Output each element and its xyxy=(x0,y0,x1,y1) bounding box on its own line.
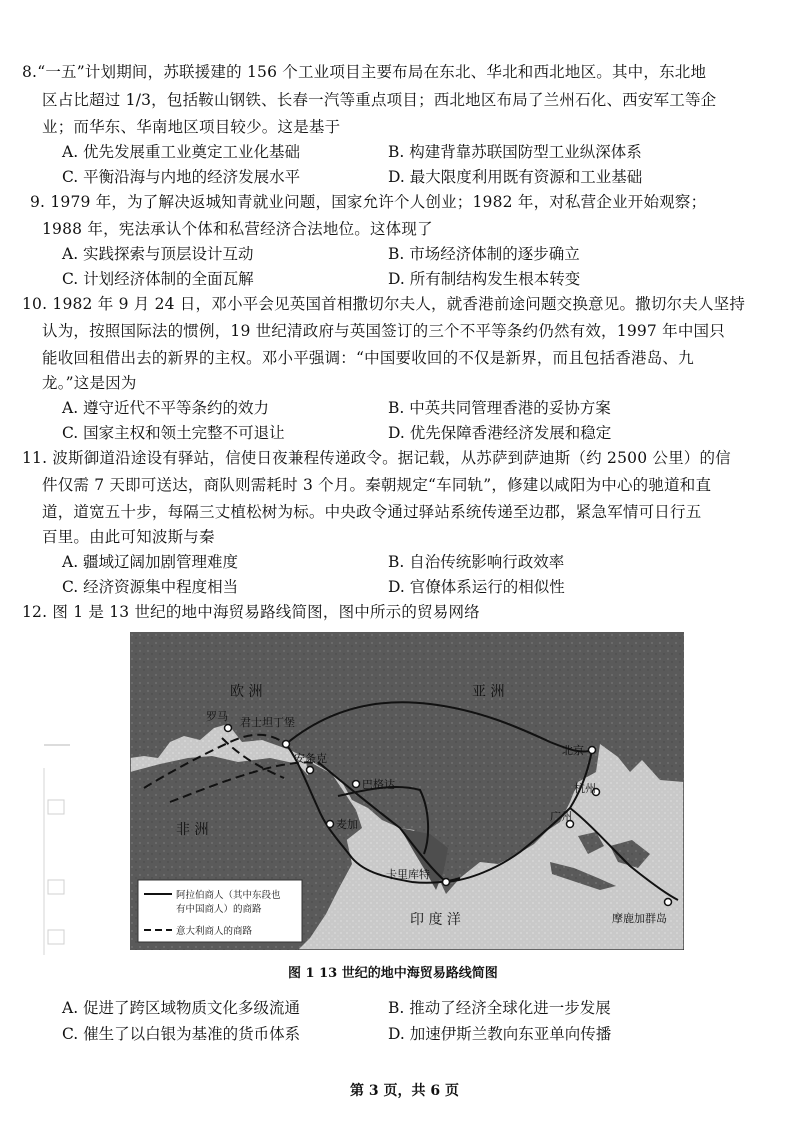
q12-option-c[interactable]: C. 催生了以白银为基准的货币体系 xyxy=(62,1025,301,1043)
moluccas-marker xyxy=(665,899,672,906)
calicut-label: 卡里库特 xyxy=(386,868,430,881)
legend-italian-label: 意大利商人的商路 xyxy=(176,926,253,937)
baghdad-label: 巴格达 xyxy=(362,778,395,791)
q11-stem-line2: 件仅需 7 天即可送达，商队则需耗时 3 个月。秦朝规定“车同轨”，修建以咸阳为中心的驰道和直 xyxy=(42,476,712,494)
guangzhou-label: 广州 xyxy=(550,810,572,823)
figure-caption: 图 1 13 世纪的地中海贸易路线简图 xyxy=(288,966,498,981)
q8-option-a[interactable]: A. 优先发展重工业奠定工业化基础 xyxy=(62,143,301,161)
constantinople-marker xyxy=(283,741,290,748)
q12-option-a[interactable]: A. 促进了跨区域物质文化多级流通 xyxy=(62,999,301,1017)
region-europe: 欧 洲 xyxy=(230,684,263,700)
page-number: 第 3 页，共 6 页 xyxy=(350,1083,459,1099)
q8-stem-line3: 业；而华东、华南地区项目较少。这是基于 xyxy=(42,118,341,136)
region-asia: 亚 洲 xyxy=(472,684,505,700)
q9-option-c[interactable]: C. 计划经济体制的全面瓦解 xyxy=(62,270,254,288)
calicut-marker xyxy=(443,879,450,886)
q11-stem-line3: 道，道宽五十步，每隔三丈植松树为标。中央政令通过驿站系统传递至边郡，紧急军情可日行五 xyxy=(42,503,702,521)
map-legend xyxy=(138,880,302,942)
baghdad-marker xyxy=(353,781,360,788)
q10-option-d[interactable]: D. 优先保障香港经济发展和稳定 xyxy=(388,424,612,442)
antioch-marker xyxy=(307,767,314,774)
q8-option-c[interactable]: C. 平衡沿海与内地的经济发展水平 xyxy=(62,168,301,186)
moluccas-label: 摩鹿加群岛 xyxy=(612,912,667,925)
q11-stem-line1: 11. 波斯御道沿途设有驿站，信使日夜兼程传递政令。据记载，从苏萨到萨迪斯（约 2500 公里）的信 xyxy=(22,449,731,467)
q11-stem-line4: 百里。由此可知波斯与秦 xyxy=(42,528,215,546)
q11-option-a[interactable]: A. 疆域辽阔加剧管理难度 xyxy=(62,553,239,571)
mecca-label: 麦加 xyxy=(336,818,358,831)
q9-stem-line2: 1988 年，宪法承认个体和私营经济合法地位。这体现了 xyxy=(42,220,433,238)
q11-option-b[interactable]: B. 自治传统影响行政效率 xyxy=(388,553,565,571)
beijing-label: 北京 xyxy=(562,744,584,757)
q12-option-b[interactable]: B. 推动了经济全球化进一步发展 xyxy=(388,999,611,1017)
beijing-marker xyxy=(589,747,596,754)
q8-stem-line2: 区占比超过 1/3，包括鞍山钢铁、长春一汽等重点项目；西北地区布局了兰州石化、西安军工等企 xyxy=(42,91,717,109)
q9-option-d[interactable]: D. 所有制结构发生根本转变 xyxy=(388,270,581,288)
q9-option-b[interactable]: B. 市场经济体制的逐步确立 xyxy=(388,245,580,263)
constantinople-label: 君士坦丁堡 xyxy=(240,716,295,729)
q9-stem-line1: 9. 1979 年，为了解决返城知青就业问题，国家允许个人创业；1982 年，对私营企业开始观察； xyxy=(30,193,707,211)
q10-option-b[interactable]: B. 中英共同管理香港的妥协方案 xyxy=(388,399,611,417)
hangzhou-label: 杭州 xyxy=(574,782,596,795)
q10-option-a[interactable]: A. 遵守近代不平等条约的效力 xyxy=(62,399,270,417)
q8-option-d[interactable]: D. 最大限度利用既有资源和工业基础 xyxy=(388,168,643,186)
antioch-label: 安条克 xyxy=(294,752,327,765)
q10-option-c[interactable]: C. 国家主权和领土完整不可退让 xyxy=(62,424,285,442)
q8-option-b[interactable]: B. 构建背靠苏联国防型工业纵深体系 xyxy=(388,143,642,161)
legend-arab-label-line2: 有中国商人）的商路 xyxy=(176,904,262,915)
trade-route-map xyxy=(130,632,684,950)
mecca-marker xyxy=(327,821,334,828)
rome-label: 罗马 xyxy=(206,710,228,723)
region-indian-ocean: 印 度 洋 xyxy=(410,912,461,928)
region-africa: 非 洲 xyxy=(176,822,209,838)
q10-stem-line3: 能收回租借出去的新界的主权。邓小平强调：“中国要收回的不仅是新界，而且包括香港岛、九 xyxy=(42,349,694,367)
legend-arab-label: 阿拉伯商人（其中东段也 xyxy=(176,890,281,901)
q9-option-a[interactable]: A. 实践探索与顶层设计互动 xyxy=(62,245,254,263)
q12-option-d[interactable]: D. 加速伊斯兰教向东亚单向传播 xyxy=(388,1025,612,1043)
q11-option-c[interactable]: C. 经济资源集中程度相当 xyxy=(62,578,239,596)
q12-stem-line1: 12. 图 1 是 13 世纪的地中海贸易路线简图，图中所示的贸易网络 xyxy=(22,603,480,621)
q10-stem-line4: 龙。”这是因为 xyxy=(42,374,137,392)
q10-stem-line2: 认为，按照国际法的惯例，19 世纪清政府与英国签订的三个不平等条约仍然有效，1997 年中国只 xyxy=(42,322,725,340)
rome-marker xyxy=(225,725,232,732)
binding-margin-marks xyxy=(42,740,72,970)
q10-stem-line1: 10. 1982 年 9 月 24 日，邓小平会见英国首相撒切尔夫人，就香港前途问题交换意见。撒切尔夫人坚持 xyxy=(22,295,746,313)
q8-stem-line1: 8.“一五”计划期间，苏联援建的 156 个工业项目主要布局在东北、华北和西北地区。其中，东北地 xyxy=(22,63,707,81)
q11-option-d[interactable]: D. 官僚体系运行的相似性 xyxy=(388,578,565,596)
